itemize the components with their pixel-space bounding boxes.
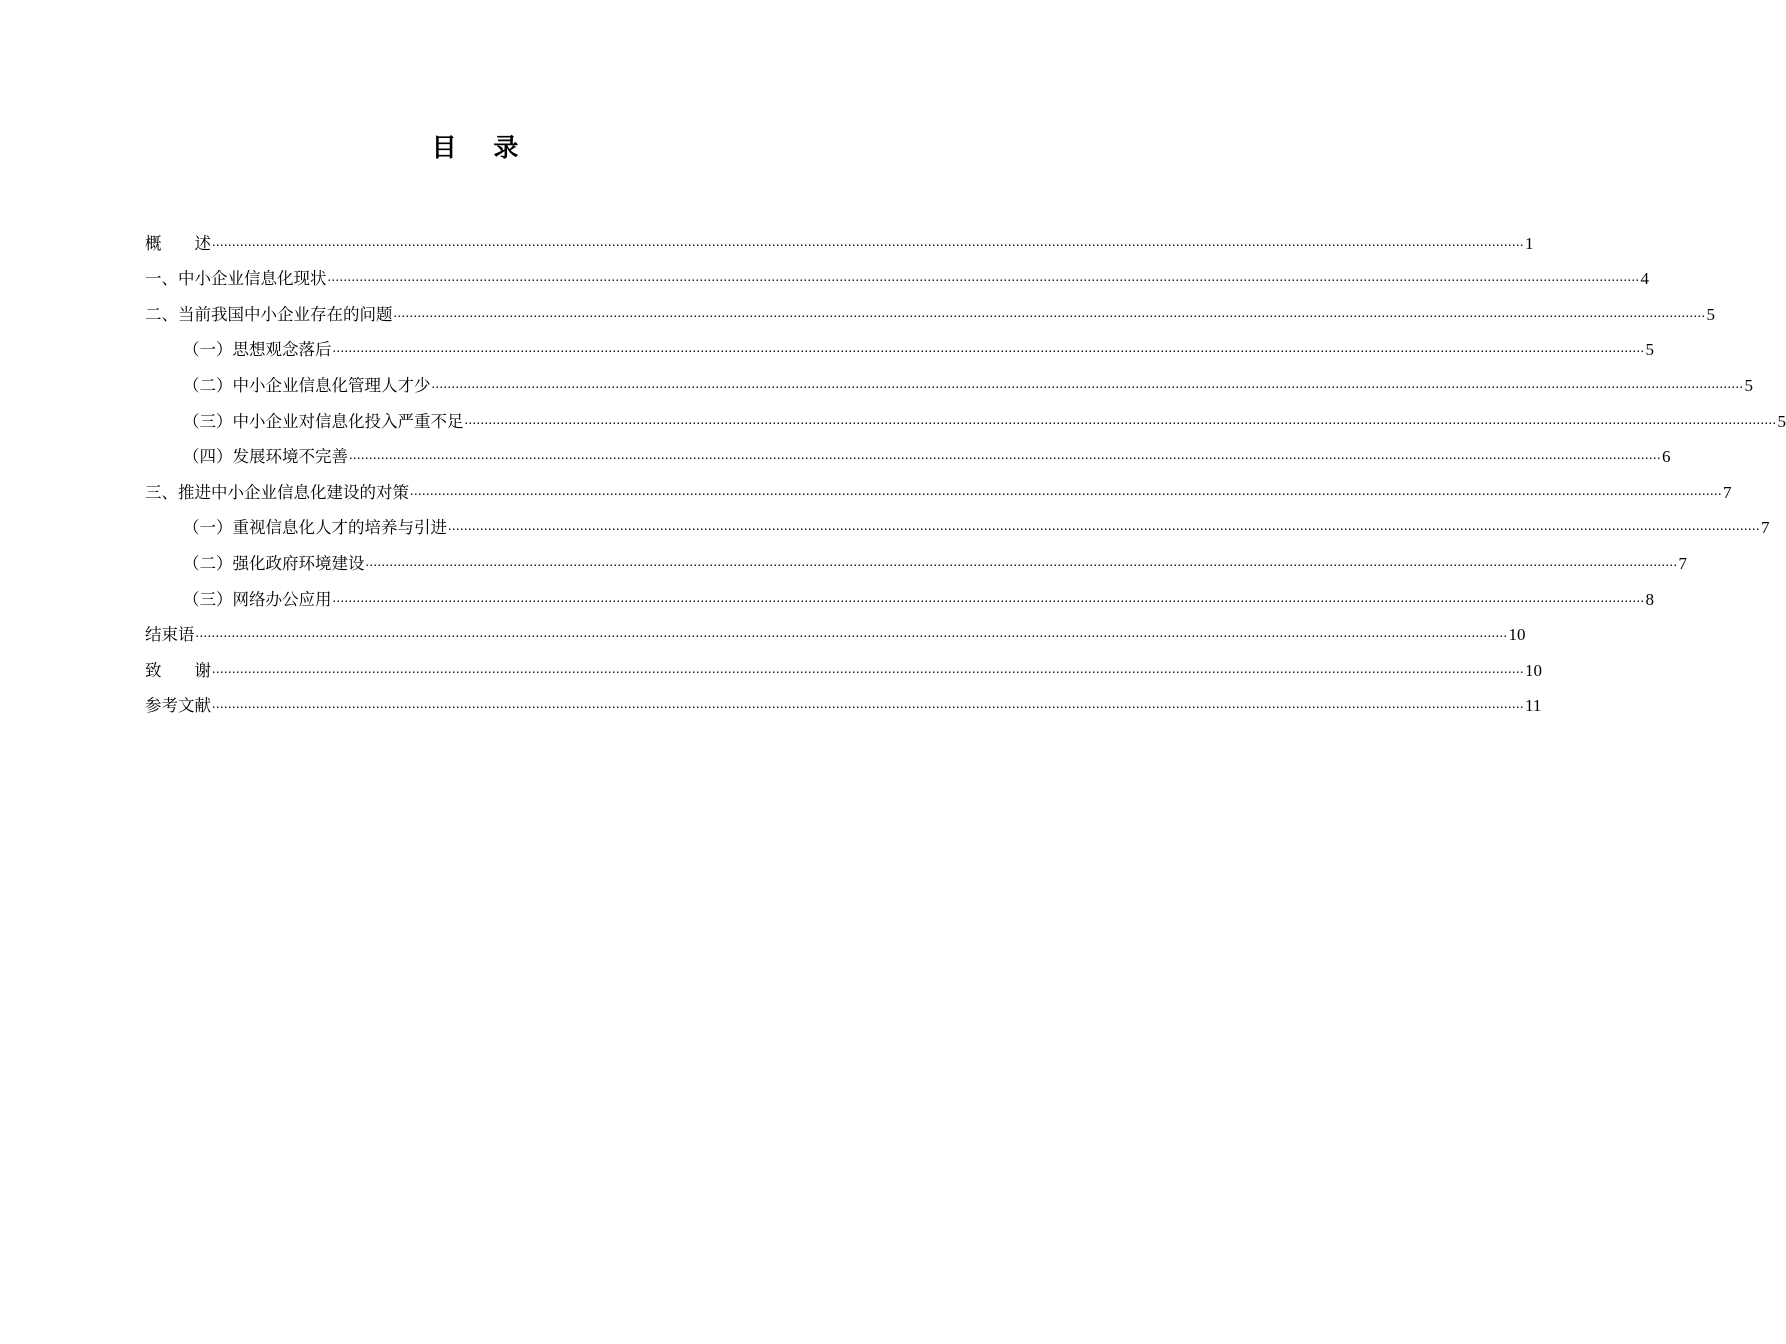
toc-entry-text: 致 谢	[145, 660, 211, 680]
toc-entry-text: （三）网络办公应用	[183, 589, 332, 609]
toc-entry-section-2[interactable]	[145, 290, 1715, 326]
toc-page-number: 4	[1640, 269, 1649, 289]
toc-leader-dots: ........................................................................................................................................................................................................................................................................................................................................	[393, 305, 1706, 321]
toc-entry-section-2-2[interactable]	[145, 361, 1753, 397]
toc-page-number: 5	[1645, 340, 1654, 360]
toc-leader-dots: ........................................................................................................................................................................................................................................................................................................................................	[431, 376, 1744, 392]
toc-page-number: 5	[1706, 304, 1715, 324]
toc-leader-dots: ........................................................................................................................................................................................................................................................................................................................................	[464, 412, 1777, 428]
toc-page-number: 11	[1525, 696, 1542, 716]
toc-entry-text: 参考文献	[145, 696, 211, 716]
toc-leader-dots: ........................................................................................................................................................................................................................................................................................................................................	[195, 626, 1508, 642]
toc-leader-dots: ........................................................................................................................................................................................................................................................................................................................................	[349, 448, 1661, 464]
toc-page-number: 5	[1744, 375, 1753, 395]
toc-leader-dots: ........................................................................................................................................................................................................................................................................................................................................	[448, 519, 1760, 535]
toc-entry-acknowledgements[interactable]	[145, 646, 1542, 682]
toc-entry-section-3-2[interactable]	[145, 539, 1687, 575]
table-of-contents	[145, 219, 1786, 717]
toc-entry-overview[interactable]	[145, 219, 1534, 255]
toc-leader-dots: ........................................................................................................................................................................................................................................................................................................................................	[332, 341, 1645, 357]
toc-entry-section-1[interactable]	[145, 255, 1649, 291]
toc-page-number: 7	[1761, 518, 1770, 538]
toc-entry-section-2-4[interactable]	[145, 433, 1671, 469]
toc-entry-section-2-1[interactable]	[145, 326, 1654, 362]
toc-entry-references[interactable]	[145, 682, 1542, 718]
toc-entry-section-2-3[interactable]	[145, 397, 1786, 433]
toc-leader-dots: ........................................................................................................................................................................................................................................................................................................................................	[212, 661, 1524, 677]
toc-entry-text: 三、推进中小企业信息化建设的对策	[145, 482, 409, 502]
toc-leader-dots: ........................................................................................................................................................................................................................................................................................................................................	[332, 590, 1645, 606]
toc-page-number: 10	[1525, 660, 1542, 680]
toc-leader-dots: ........................................................................................................................................................................................................................................................................................................................................	[327, 270, 1640, 286]
toc-page-number: 7	[1678, 553, 1687, 573]
toc-entry-text: 一、中小企业信息化现状	[145, 269, 327, 289]
toc-entry-section-3-3[interactable]	[145, 575, 1654, 611]
toc-page-number: 8	[1645, 589, 1654, 609]
toc-entry-text: （三）中小企业对信息化投入严重不足	[183, 411, 464, 431]
toc-leader-dots: ........................................................................................................................................................................................................................................................................................................................................	[410, 483, 1722, 499]
toc-title: 目 录	[431, 133, 533, 162]
toc-page-number: 5	[1777, 411, 1786, 431]
toc-entry-text: （四）发展环境不完善	[183, 447, 348, 467]
toc-leader-dots: ........................................................................................................................................................................................................................................................................................................................................	[212, 697, 1524, 713]
toc-leader-dots: ........................................................................................................................................................................................................................................................................................................................................	[365, 554, 1678, 570]
toc-entry-conclusion[interactable]	[145, 611, 1526, 647]
toc-entry-section-3[interactable]	[145, 468, 1732, 504]
toc-entry-text: （二）强化政府环境建设	[183, 553, 365, 573]
toc-page-number: 6	[1662, 447, 1671, 467]
toc-leader-dots: ........................................................................................................................................................................................................................................................................................................................................	[212, 234, 1524, 250]
toc-page-number: 7	[1723, 482, 1732, 502]
toc-entry-text: 概 述	[145, 233, 211, 253]
toc-entry-text: （二）中小企业信息化管理人才少	[183, 375, 431, 395]
toc-entry-text: （一）重视信息化人才的培养与引进	[183, 518, 447, 538]
toc-entry-text: 结束语	[145, 625, 195, 645]
toc-entry-text: （一）思想观念落后	[183, 340, 332, 360]
toc-entry-section-3-1[interactable]	[145, 504, 1770, 540]
toc-page-number: 1	[1525, 233, 1534, 253]
toc-entry-text: 二、当前我国中小企业存在的问题	[145, 304, 393, 324]
toc-page-number: 10	[1508, 625, 1526, 645]
